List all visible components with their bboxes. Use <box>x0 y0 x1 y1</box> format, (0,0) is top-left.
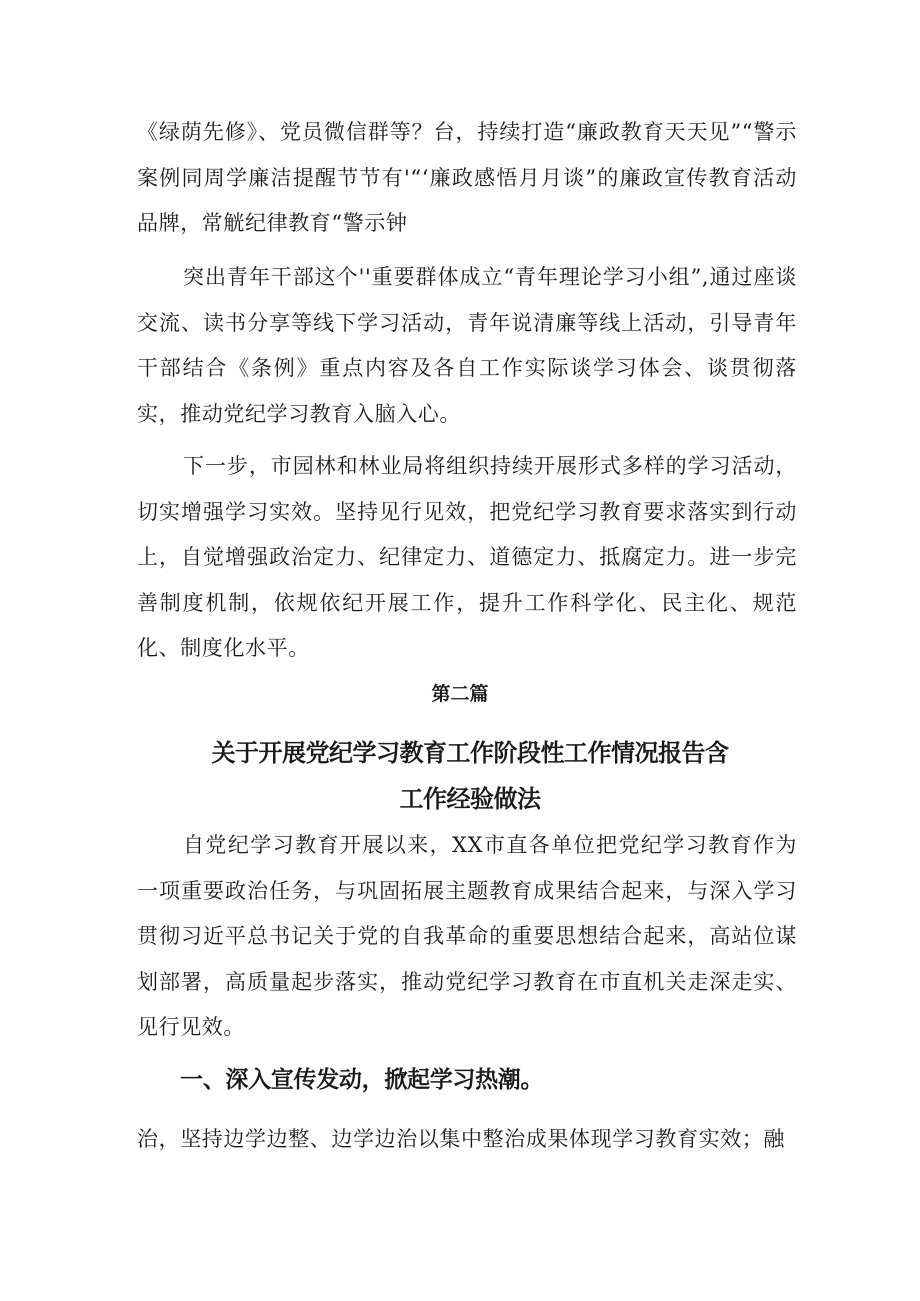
paragraph-youth-cadres: 突出青年干部这个''重要群体成立“青年理论学习小组”,通过座谈交流、读书分享等线下学习活动，青年说清廉等线上活动，引导青年干部结合《条例》重点内容及各自工作实际谈学习体会、谈贯彻落实，推动党纪学习教育入脑入心。 <box>137 265 797 426</box>
document-title-line-1: 关于开展党纪学习教育工作阶段性工作情况报告含 <box>211 739 729 767</box>
document-title-line-2: 工作经验做法 <box>399 785 541 813</box>
part-label: 第二篇 <box>431 683 489 705</box>
section-heading: 一、深入宣传发动，掀起学习热潮。 <box>180 1067 544 1093</box>
paragraph-next-steps: 下一步，市园林和林业局将组织持续开展形式多样的学习活动，切实增强学习实效。坚持见行见效，把党纪学习教育要求落实到行动上，自觉增强政治定力、纪律定力、道德定力、抵腐定力。进一步完善制度机制，依规依纪开展工作，提升工作科学化、民主化、规范化、制度化水平。 <box>137 454 797 660</box>
paragraph-last: 治，坚持边学边整、边学边治以集中整治成果体现学习教育实效；融 <box>137 1127 785 1151</box>
paragraph-continued: 《绿荫先修》、党员微信群等？台，持续打造“廉政教育天天见”“警示案例同周学廉洁提醒节节有'“‘廉政感悟月月谈”的廉政宣传教育活动品牌，常觥纪律教育“警示钟 <box>137 120 797 235</box>
document-title <box>140 730 800 822</box>
paragraph-intro: 自党纪学习教育开展以来，XX市直各单位把党纪学习教育作为一项重要政治任务，与巩固拓展主题教育成果结合起来，与深入学习贯彻习近平总书记关于党的自我革命的重要思想结合起来，高站位谋划部署，高质量起步落实，推动党纪学习教育在市直机关走深走实、见行见效。 <box>137 833 797 1039</box>
